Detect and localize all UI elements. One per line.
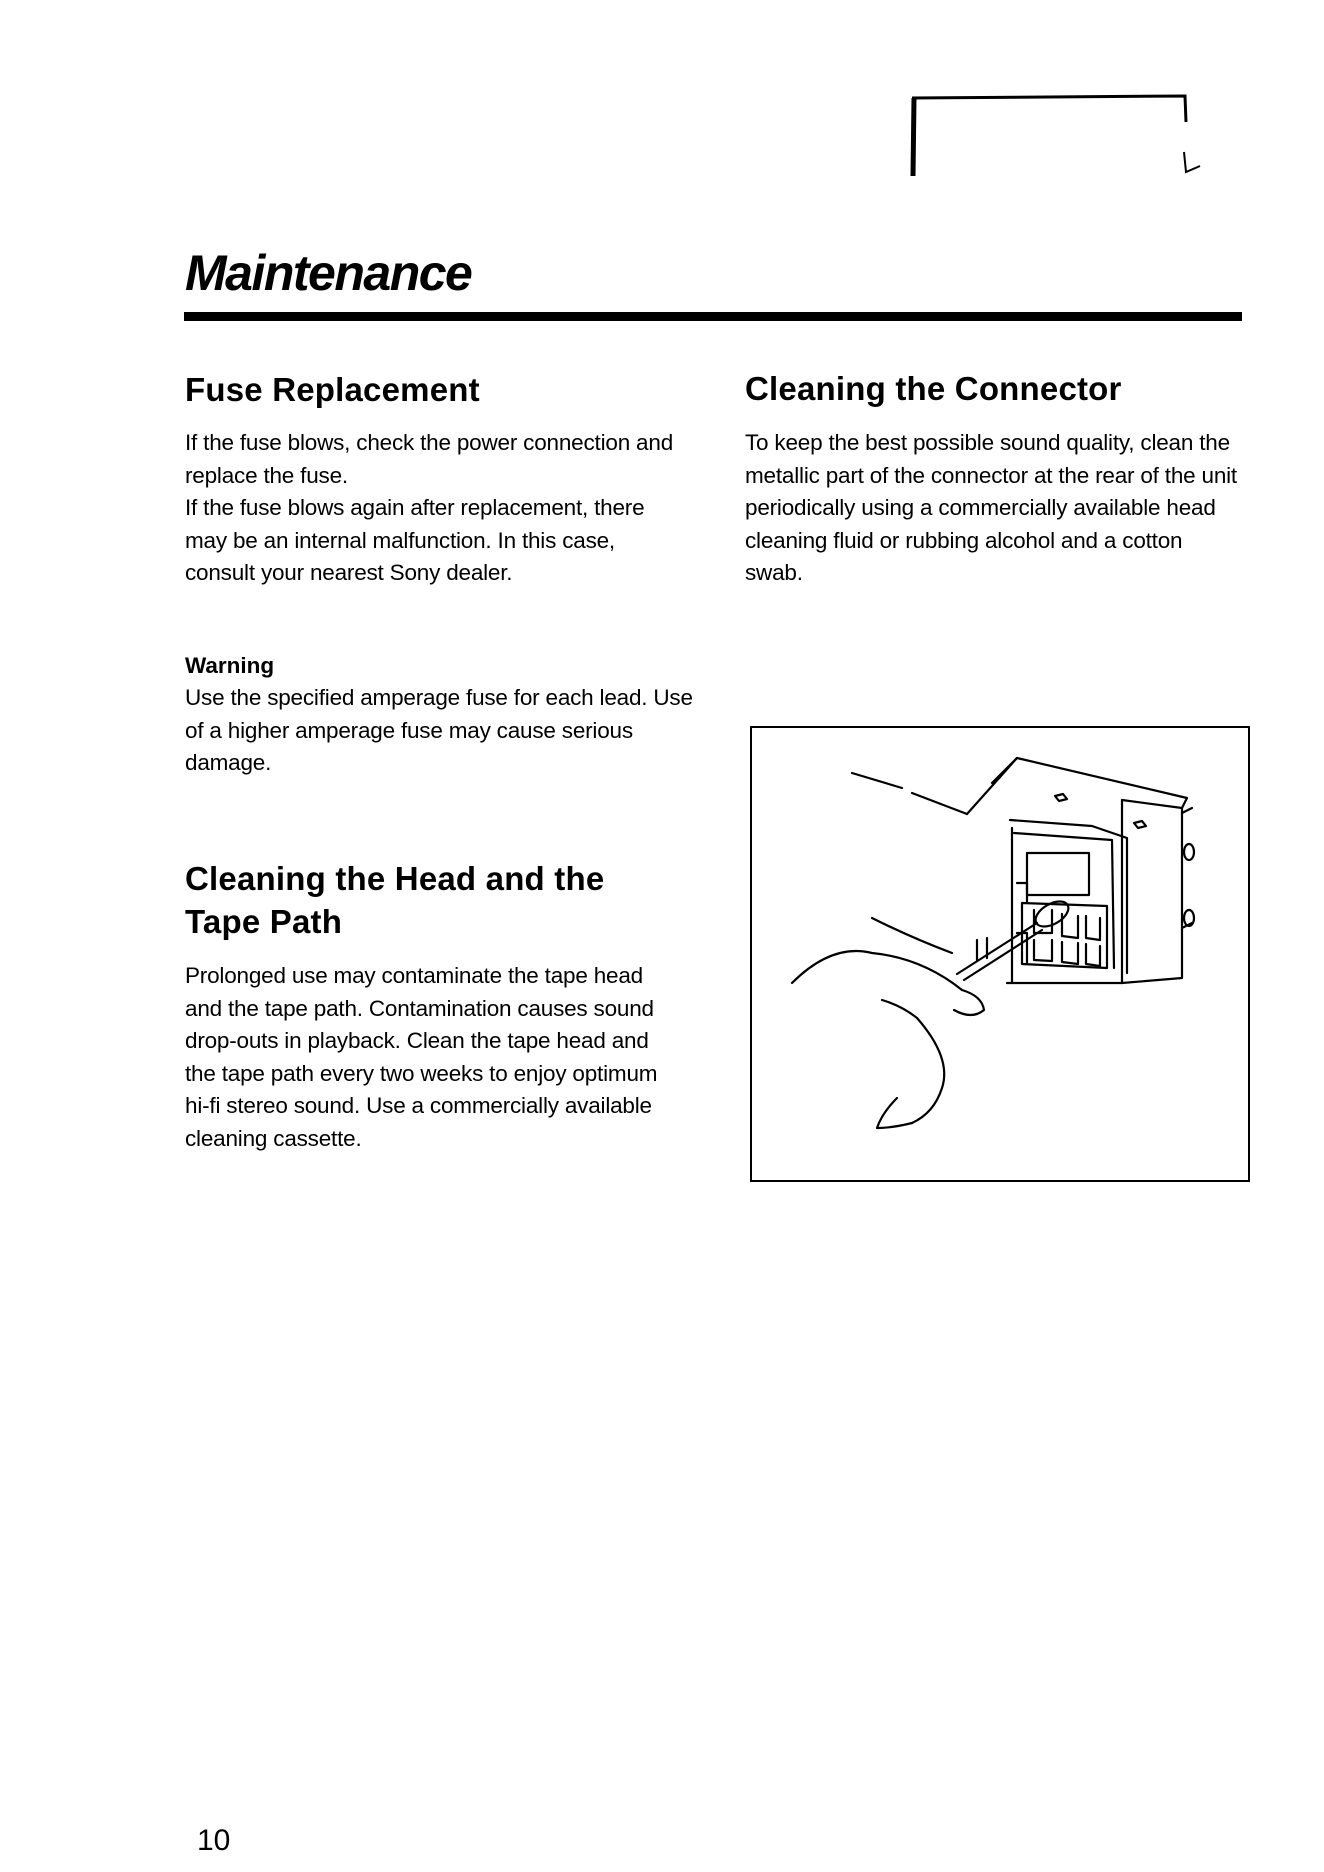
warning-label: Warning — [185, 653, 275, 678]
head-cleaning-heading — [185, 857, 604, 943]
page-title: Maintenance — [185, 245, 472, 301]
head-cleaning-heading-line-1: Cleaning the Head and the — [185, 860, 605, 897]
cotton-swab-cleaning-connector-illustration-icon — [752, 728, 1248, 1180]
head-cleaning-heading-line-2: Tape Path — [185, 903, 343, 940]
connector-cleaning-text: To keep the best possible sound quality, clean the metallic part of the connector at the rear of the unit periodically using a commercially available head cleaning fluid or rubbing alcohol and a cotton swab. — [745, 430, 1237, 585]
head-cleaning-text: Prolonged use may contaminate the tape head and the tape path. Contamination causes sound drop-outs in playback. Clean the tape head and the tape path every two weeks to enjoy optimum hi-fi stereo sound. Use a commercially available cleaning cassette. — [185, 963, 658, 1151]
warning-text: Use the specified amperage fuse for each lead. Use of a higher amperage fuse may cause serious damage. — [185, 685, 693, 775]
fuse-paragraph-2: If the fuse blows again after replacement, there may be an internal malfunction. In this case, consult your nearest Sony dealer. — [185, 495, 645, 585]
connector-cleaning-illustration — [750, 726, 1250, 1182]
title-rule — [184, 312, 1242, 321]
connector-cleaning-heading: Cleaning the Connector — [745, 370, 1122, 407]
fuse-replacement-body — [185, 427, 685, 590]
fuse-replacement-heading: Fuse Replacement — [185, 371, 480, 408]
fuse-paragraph-1: If the fuse blows, check the power connection and replace the fuse. — [185, 430, 674, 488]
corner-crop-mark — [900, 92, 1220, 182]
page-number: 10 — [197, 1824, 231, 1857]
